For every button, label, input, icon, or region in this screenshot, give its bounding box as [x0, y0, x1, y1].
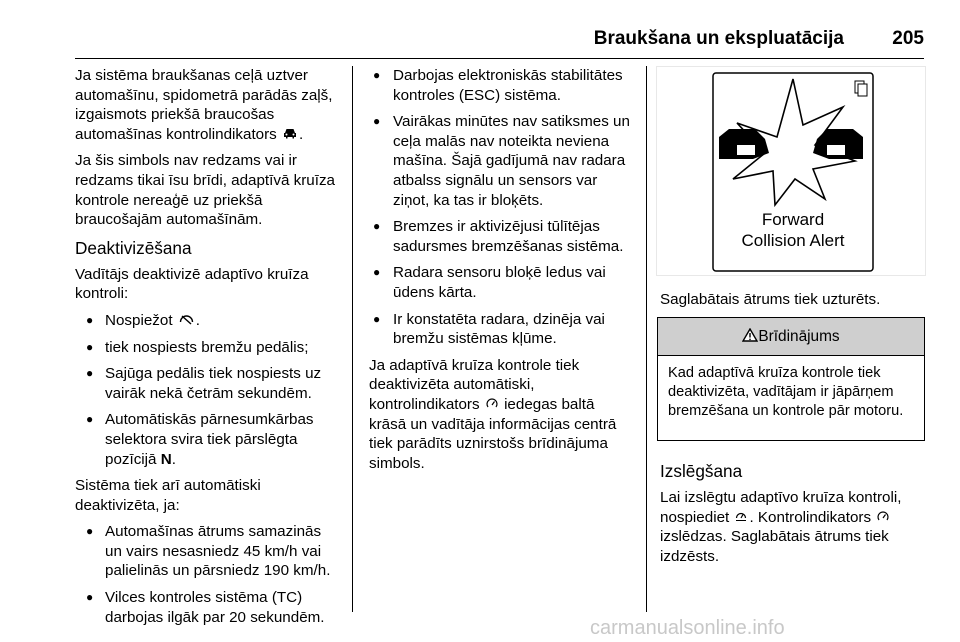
- warning-title: Brīdinājums: [758, 328, 840, 345]
- svg-text:Forward: Forward: [761, 210, 825, 229]
- warning-header: [658, 318, 924, 356]
- paragraph: Sistēma tiek arī automātiski deaktivizēta, ja:: [75, 477, 261, 514]
- header-title: Braukšana un ekspluatācija: [593, 28, 844, 49]
- cruise-speedometer-icon: [486, 395, 498, 415]
- cruise-cancel-icon: [179, 311, 194, 331]
- column-right-lower: [660, 456, 930, 573]
- svg-text:Collision Alert: Collision Alert: [741, 231, 845, 250]
- paragraph: Saglabātais ātrums tiek uzturēts.: [660, 291, 881, 308]
- warning-text: Kad adaptīvā kruīza kontrole tiek deaktivizēta, vadītājam ir jāpārņem bremzēšana un kontrole pār motoru.: [668, 365, 904, 419]
- column-divider: [352, 66, 353, 612]
- front-car-icon: [283, 125, 297, 145]
- section-heading: Izslēgšana: [660, 461, 743, 481]
- list-item: ● Bremzes ir aktivizējusi tūlītējas sadursmes bremzēšanas sistēma.: [369, 217, 633, 256]
- collision-illustration: [657, 67, 925, 275]
- cruise-onoff-icon: [735, 508, 747, 528]
- column-divider: [646, 66, 647, 612]
- column-right-text: [660, 290, 930, 317]
- list-item: ● Automašīnas ātrums samazinās un vairs nesasniedz 45 km/h vai palielinās un pārsniedz 190 km/h.: [75, 522, 337, 581]
- forward-collision-alert-figure: [656, 66, 926, 276]
- page-number: 205: [892, 28, 924, 49]
- list-item: ● Automātiskās pārnesumkārbas selektora svira tiek pārslēgta pozīcijā N.: [75, 410, 337, 469]
- list-item: ● Vilces kontroles sistēma (TC) darbojas ilgāk par 20 sekundēm.: [75, 588, 337, 627]
- section-heading: Deaktivizēšana: [75, 237, 192, 258]
- list-item: ● Darbojas elektroniskās stabilitātes kontroles (ESC) sistēma.: [369, 66, 633, 105]
- watermark: carmanualsonline.info: [590, 617, 785, 639]
- list-item: ● Vairākas minūtes nav satiksmes un ceļa malās nav noteikta neviena mašīna. Šajā gadījumā nav radara atbalss signālu un sensors var ziņot, ka tas ir bloķēts.: [369, 112, 633, 210]
- list-item: ● tiek nospiests bremžu pedālis;: [75, 338, 337, 358]
- paragraph: Ja šis simbols nav redzams vai ir redzams tikai īsu brīdi, adaptīvā kruīza kontrole nereaģē uz priekšā braucošajām automašīnām.: [75, 152, 335, 229]
- column-middle: [369, 66, 633, 480]
- paragraph: Lai izslēgtu adaptīvo kruīza kontroli, nospiediet . Kontrolindikators izslēdzas. Saglabātais ātrums tiek izdzēsts.: [660, 489, 902, 565]
- paragraph: Ja adaptīvā kruīza kontrole tiek deaktivizēta automātiski, kontrolindikators iedegas baltā krāsā un vadītāja informācijas centrā tiek parādīts uznirstošs brīdinājuma simbols.: [369, 356, 617, 472]
- page-header: [75, 28, 924, 59]
- list-item: ● Ir konstatēta radara, dzinēja vai bremžu sistēmas kļūme.: [369, 310, 633, 349]
- warning-triangle-icon: [742, 328, 758, 345]
- paragraph: Vadītājs deaktivizē adaptīvo kruīza kontroli:: [75, 265, 309, 303]
- list-item: ● Sajūga pedālis tiek nospiests uz vairāk nekā četrām sekundēm.: [75, 364, 337, 403]
- list-item: ● Nospiežot .: [75, 311, 337, 331]
- list-item: ● Radara sensoru bloķē ledus vai ūdens kārta.: [369, 263, 633, 302]
- column-left: [75, 66, 337, 634]
- paragraph: Ja sistēma braukšanas ceļā uztver automašīnu, spidometrā parādās zaļš, izgaismots priekšā braucošas automašīnas kontrolindikators .: [75, 67, 333, 143]
- cruise-speedometer-icon: [877, 508, 889, 528]
- warning-box: [657, 317, 925, 441]
